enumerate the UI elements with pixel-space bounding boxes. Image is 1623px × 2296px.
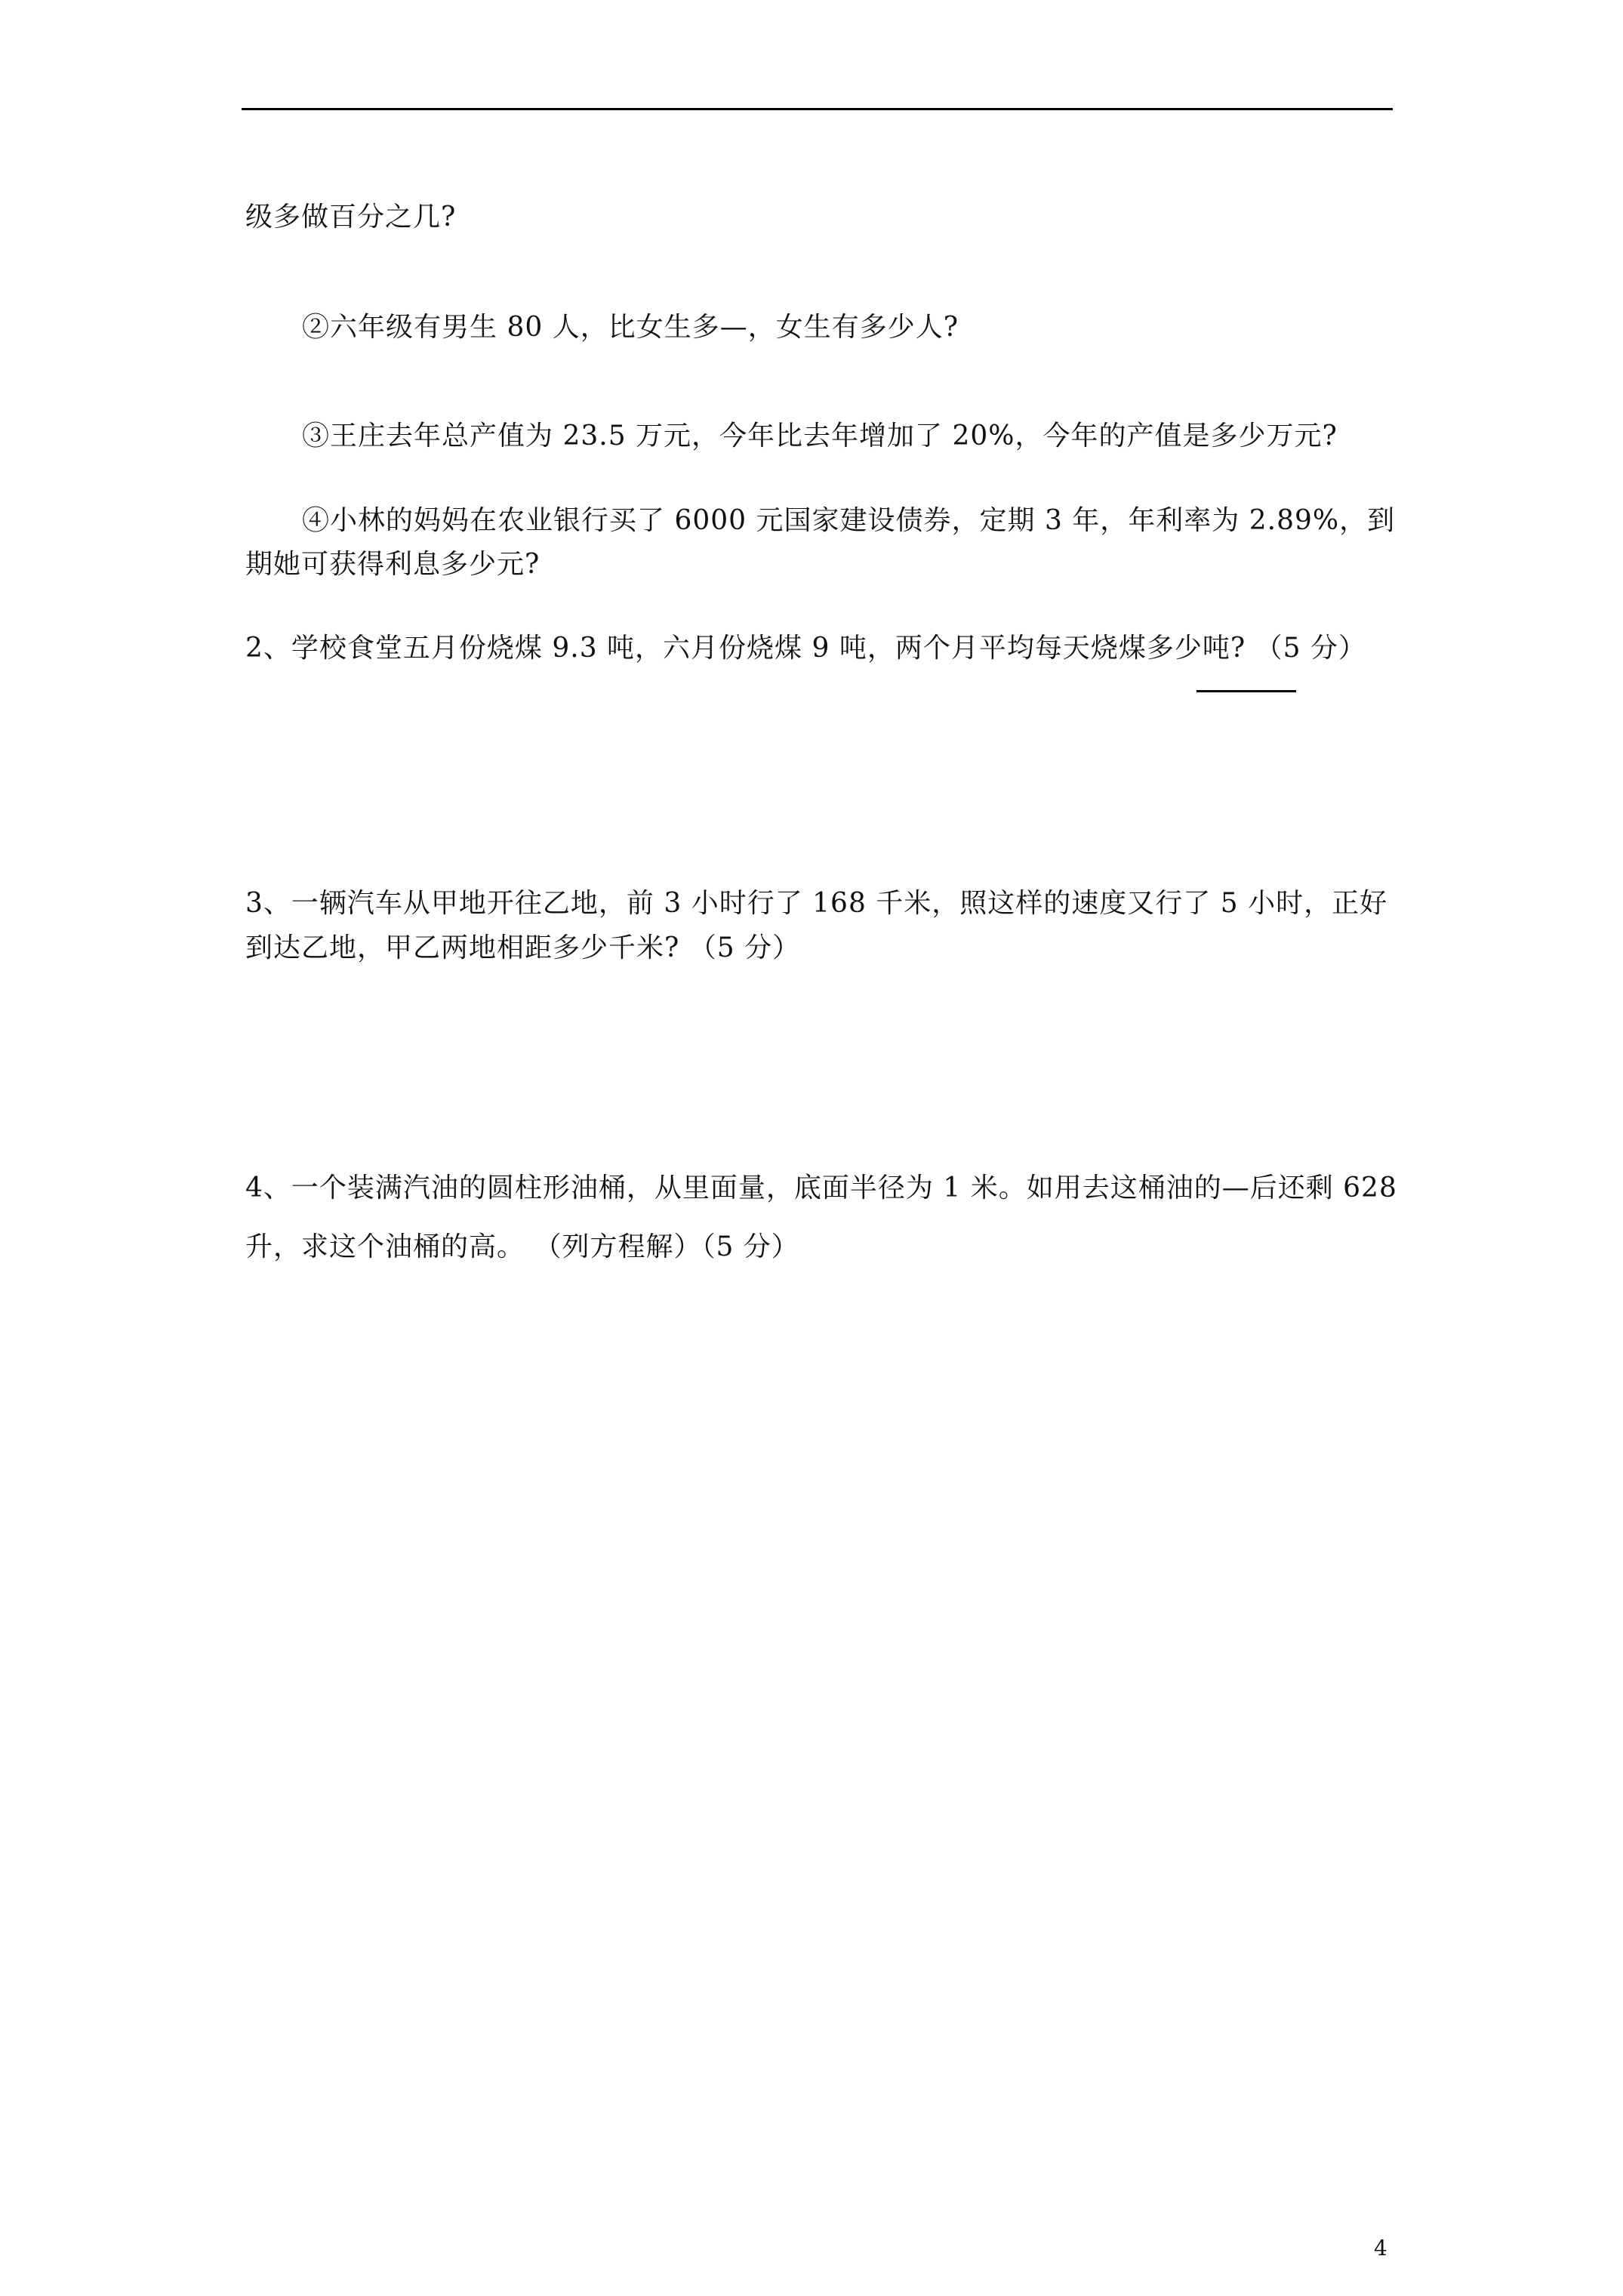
question-1-1-continuation: 级多做百分之几? (245, 202, 457, 233)
question-3-line-1: 3、一辆汽车从甲地开往乙地，前 3 小时行了 168 千米，照这样的速度又行了 5 小时，正好 (245, 888, 1388, 919)
question-1-4-line-1: ④小林的妈妈在农业银行买了 6000 元国家建设债券，定期 3 年，年利率为 2.89%，到 (302, 505, 1396, 536)
header-rule (242, 108, 1393, 110)
question-1-4-line-2: 期她可获得利息多少元? (245, 549, 540, 580)
question-2: 2、学校食堂五月份烧煤 9.3 吨，六月份烧煤 9 吨，两个月平均每天烧煤多少吨? （5 分） (245, 633, 1366, 664)
question-1-2: ②六年级有男生 80 人，比女生多—，女生有多少人? (302, 312, 959, 343)
page-number: 4 (1374, 2236, 1387, 2261)
fraction-rule (1196, 690, 1296, 692)
question-3-line-2: 到达乙地，甲乙两地相距多少千米? （5 分） (245, 932, 801, 963)
question-4-line-2: 升，求这个油桶的高。 （列方程解）（5 分） (245, 1231, 799, 1262)
question-1-3: ③王庄去年总产值为 23.5 万元，今年比去年增加了 20%，今年的产值是多少万元? (302, 421, 1338, 451)
question-4-line-1: 4、一个装满汽油的圆柱形油桶，从里面量，底面半径为 1 米。如用去这桶油的—后还剩 628 (245, 1173, 1397, 1203)
